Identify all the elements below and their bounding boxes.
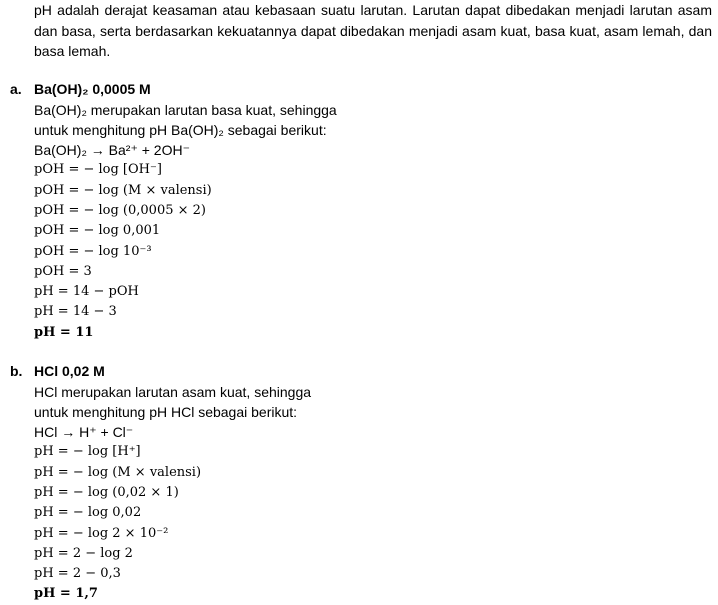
section-a-letter: a. bbox=[10, 81, 22, 97]
section-a-step: pH = 14 − pOH bbox=[34, 284, 139, 300]
section-b-title: HCl 0,02 M bbox=[34, 363, 105, 379]
section-a-description-line-1: Ba(OH)₂ merupakan larutan basa kuat, sehingga bbox=[34, 101, 337, 118]
section-a-step: pOH = − log (M × valensi) bbox=[34, 182, 212, 198]
section-a-step: pOH = − log 0,001 bbox=[34, 223, 161, 239]
section-a-description-line-2: untuk menghitung pH Ba(OH)₂ sebagai berikut: bbox=[34, 121, 327, 138]
section-a-step: pOH = − log [OH⁻] bbox=[34, 162, 162, 178]
section-a-step: pH = 14 − 3 bbox=[34, 304, 117, 320]
section-a-step: pOH = 3 bbox=[34, 263, 92, 279]
section-b-step: pH = − log 2 × 10⁻² bbox=[34, 525, 169, 541]
section-b-letter: b. bbox=[10, 363, 23, 379]
section-b-reaction: HCl → H⁺ + Cl⁻ bbox=[34, 424, 134, 441]
section-a-step: pOH = − log (0,0005 × 2) bbox=[34, 202, 206, 218]
section-b-heading bbox=[10, 361, 710, 382]
section-b-step: pH = − log [H⁺] bbox=[34, 444, 141, 460]
section-a-body bbox=[34, 100, 710, 344]
section-b-description-line-2: untuk menghitung pH HCl sebagai berikut: bbox=[34, 403, 298, 420]
section-b-step: pH = − log (0,02 × 1) bbox=[34, 484, 179, 500]
section-a-title: Ba(OH)₂ 0,0005 M bbox=[34, 81, 151, 97]
section-a-reaction: Ba(OH)₂ → Ba²⁺ + 2OH⁻ bbox=[34, 142, 190, 159]
section-b bbox=[10, 361, 710, 605]
section-b-description-line-1: HCl merupakan larutan asam kuat, sehingga bbox=[34, 383, 312, 400]
section-b-step: pH = − log (M × valensi) bbox=[34, 464, 202, 480]
section-b-step: pH = 2 − 0,3 bbox=[34, 566, 121, 582]
intro-paragraph: pH adalah derajat keasaman atau kebasaan suatu larutan. Larutan dapat dibedakan menjadi larutan asam dan basa, serta berdasarkan kekuatannya dapat dibedakan menjadi asam kuat, basa kuat, asam lemah, dan basa lemah. bbox=[34, 2, 712, 59]
section-a-step: pOH = − log 10⁻³ bbox=[34, 243, 152, 259]
section-b-body bbox=[34, 382, 710, 605]
section-a-result: pH = 11 bbox=[34, 324, 94, 340]
section-b-step: pH = − log 0,02 bbox=[34, 505, 142, 521]
section-a bbox=[10, 79, 710, 343]
section-b-result: pH = 1,7 bbox=[34, 586, 98, 602]
section-b-step: pH = 2 − log 2 bbox=[34, 545, 133, 561]
section-a-heading bbox=[10, 79, 710, 100]
